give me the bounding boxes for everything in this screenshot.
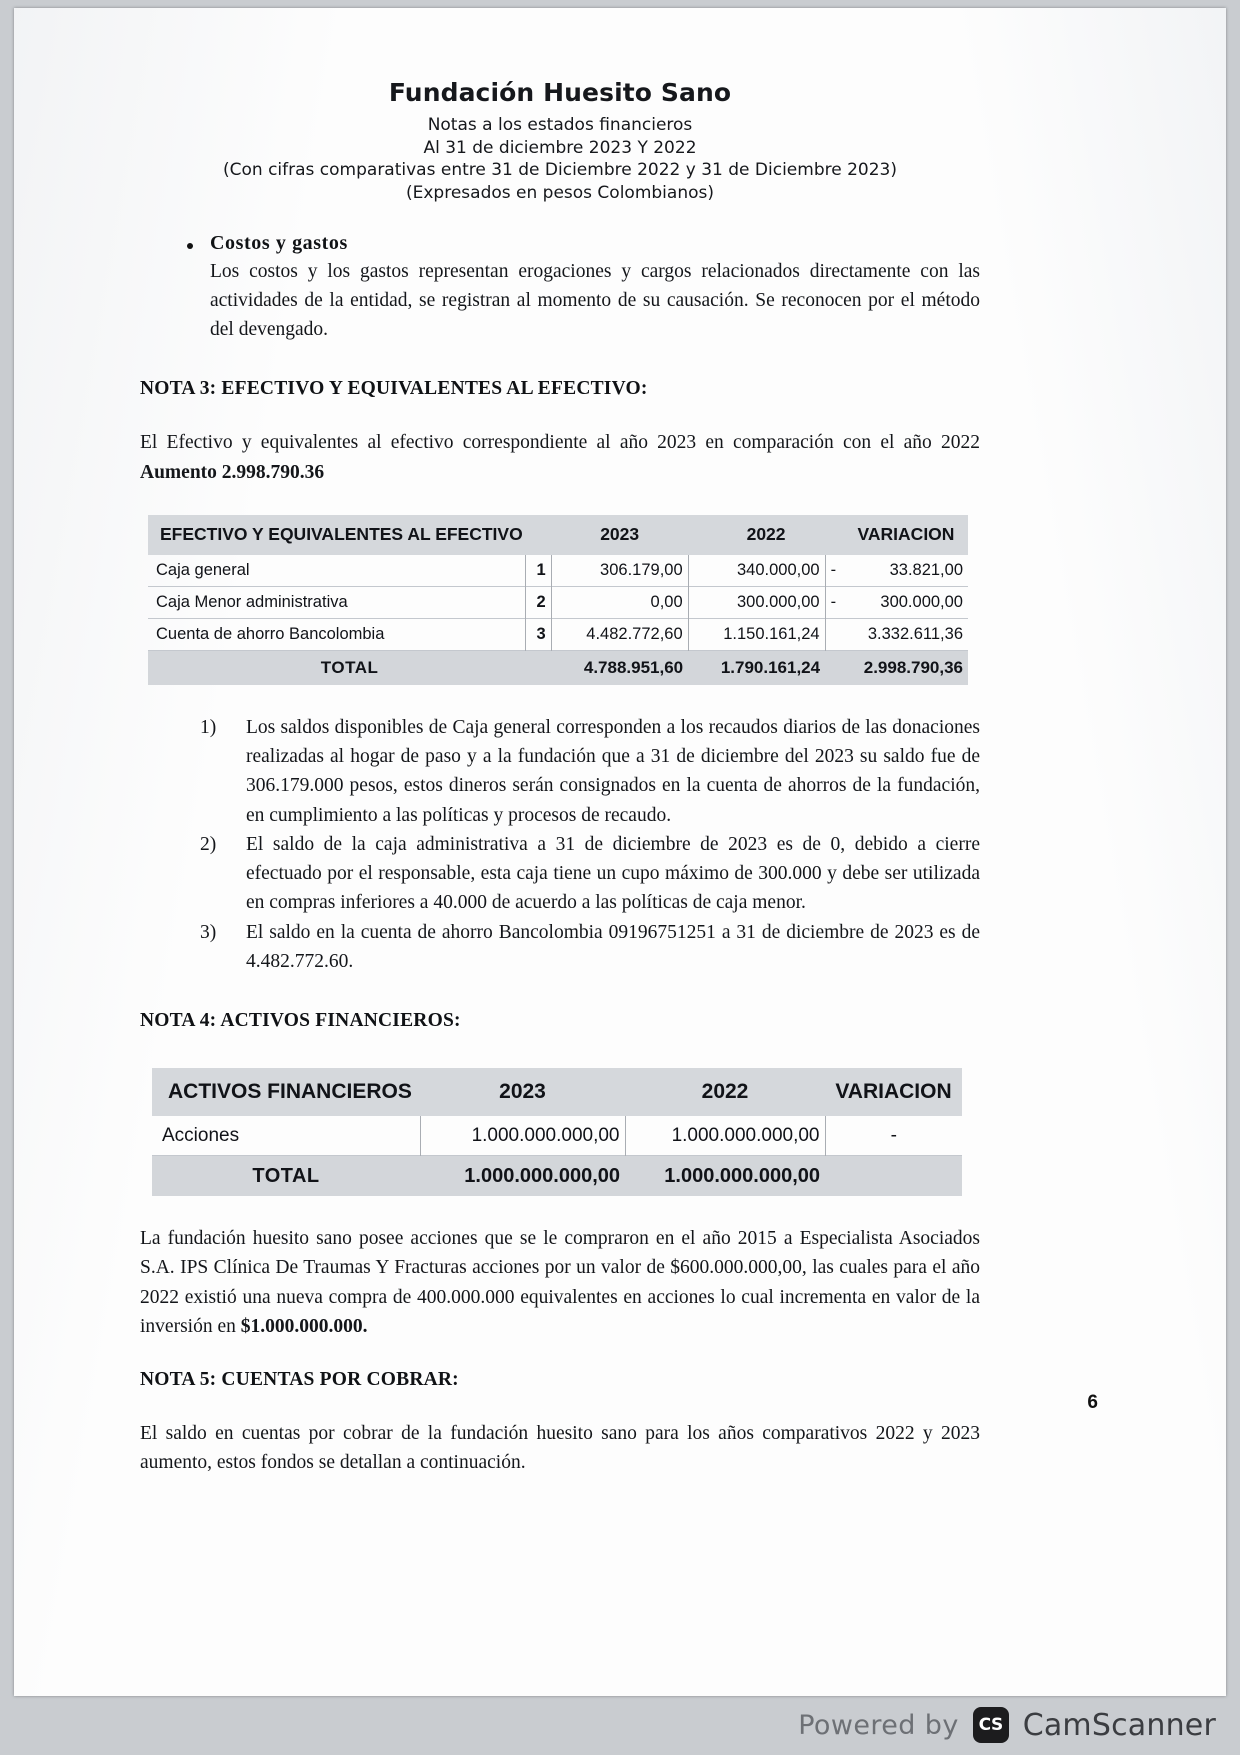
table-row [152,1116,962,1156]
col-header-variacion: VARIACION [825,1068,962,1116]
row-sign: - [825,555,844,587]
nota5-title: NOTA 5: CUENTAS POR COBRAR: [140,1369,459,1391]
table-row [148,555,968,587]
powered-by-label: Powered by [798,1709,959,1741]
nota3-intro [140,428,980,487]
nota3-intro-text: El Efectivo y equivalentes al efectivo correspondiente al año 2023 en comparación con el año 2022 [140,432,980,454]
row-index: 1 [526,555,552,587]
col-header-2022: 2022 [688,515,844,555]
document-header [140,78,980,204]
row-value-2022: 1.150.161,24 [688,618,825,650]
bullet-dot-icon [187,243,193,249]
table-efectivo-y-equivalentes [148,515,968,685]
total-label: TOTAL [148,650,551,685]
row-value-2022: 300.000,00 [688,586,825,618]
total-value-variacion [825,1156,962,1197]
list-item: El saldo de la caja administrativa a 31 de diciembre de 2023 es de 0, debido a cierre efectuado por el responsable, esta caja tiene un cupo máximo de 300.000 y debe ser utilizada en compras inferiores a 40.000 de acuerdo a las políticas de caja menor. [246,833,980,914]
row-value-2022: 1.000.000.000,00 [625,1116,825,1156]
document-subtitle-1: Notas a los estados financieros [427,115,693,135]
document-subtitle-4: (Expresados en pesos Colombianos) [406,182,714,203]
row-value-2023: 0,00 [551,586,688,618]
row-value-variacion: 300.000,00 [880,592,963,611]
col-header-2023: 2023 [551,515,688,555]
total-value-2022: 1.790.161,24 [688,650,825,685]
total-value-2022: 1.000.000.000,00 [625,1156,825,1197]
total-sign [825,650,844,685]
row-sign: - [825,586,844,618]
bullet-paragraph: Los costos y los gastos representan erogaciones y cargos relacionados directamente con las actividades de la entidad, se registran al momento de su causación. Se reconocen por el método del devengado. [210,261,980,340]
table-activos-wrapper [140,1068,980,1196]
row-value-variacion: 33.821,00 [889,560,963,579]
col-header-concept: EFECTIVO Y EQUIVALENTES AL EFECTIVO [148,515,551,555]
row-value-2023: 4.482.772,60 [551,618,688,650]
bullet-heading: Costos y gastos [210,232,348,255]
nota4-paragraph [140,1224,980,1341]
table-activos-financieros [152,1068,962,1196]
document-subtitle-3: (Con cifras comparativas entre 31 de Diciembre 2022 y 31 de Diciembre 2023) [223,160,897,181]
row-label: Caja general [156,560,250,579]
nota4-paragraph-text: La fundación huesito sano posee acciones que se le compraron en el año 2015 a Especialista Asociados S.A. IPS Clínica De Traumas Y Fracturas acciones por un valor de $600.000.000,00, las cuales para el año 2022 existió una nueva compra de 400.000.000 equivalentes en acciones lo cual incrementa en valor de la inversión en [140,1228,980,1337]
row-sign [825,618,844,650]
total-value-2023: 4.788.951,60 [551,650,688,685]
row-value-variacion: - [825,1116,962,1156]
row-value-variacion: 3.332.611,36 [867,624,963,643]
section-costos-y-gastos [140,232,980,344]
list-item: Los saldos disponibles de Caja general corresponden a los recaudos diarios de las donaciones realizadas al hogar de paso y a la fundación que a 31 de diciembre del 2023 su saldo fue de 306.179.000 pesos, estos dineros serán consignados en la cuenta de ahorros de la fundación, en cumplimiento a las políticas y procesos de recaudo. [246,716,980,826]
nota4-paragraph-highlight: $1.000.000.000. [240,1315,368,1337]
col-header-2023: 2023 [420,1068,625,1116]
row-label: Caja Menor administrativa [156,592,348,611]
row-value-2022: 340.000,00 [688,555,825,587]
table-row [148,586,968,618]
document-subtitle-2: Al 31 de diciembre 2023 Y 2022 [423,137,697,158]
col-header-concept: ACTIVOS FINANCIEROS [152,1068,420,1116]
nota4-title: NOTA 4: ACTIVOS FINANCIEROS: [140,1010,461,1032]
table-efectivo-wrapper [140,515,980,685]
camscanner-logo-icon: CS [973,1707,1009,1743]
document-content [140,78,980,1478]
total-label: TOTAL [152,1156,420,1197]
total-value-2023: 1.000.000.000,00 [420,1156,625,1197]
row-value-2023: 306.179,00 [551,555,688,587]
list-item: El saldo en la cuenta de ahorro Bancolombia 09196751251 a 31 de diciembre de 2023 es de 4.482.772.60. [246,921,980,972]
table-efectivo-header-row [148,515,968,555]
nota5-paragraph: El saldo en cuentas por cobrar de la fundación huesito sano para los años comparativos 2022 y 2023 aumento, estos fondos se detallan a continuación. [140,1423,980,1474]
nota3-intro-highlight: Aumento 2.998.790.36 [140,461,325,483]
page-title: Fundación Huesito Sano [388,78,732,107]
scan-sheet [14,8,1226,1696]
table-activos-header-row [152,1068,962,1116]
nota3-numbered-list [140,713,980,976]
nota3-title: NOTA 3: EFECTIVO Y EQUIVALENTES AL EFECTIVO: [140,378,648,400]
row-index: 3 [526,618,552,650]
table-row [148,618,968,650]
row-index: 2 [526,586,552,618]
row-label: Cuenta de ahorro Bancolombia [156,624,385,643]
page-number: 6 [1087,1392,1098,1413]
total-value-variacion: 2.998.790,36 [844,650,968,685]
camscanner-footer [0,1695,1240,1755]
row-value-2023: 1.000.000.000,00 [420,1116,625,1156]
col-header-2022: 2022 [625,1068,825,1116]
table-total-row [152,1156,962,1197]
row-label: Acciones [162,1124,240,1146]
table-total-row [148,650,968,685]
col-header-variacion: VARIACION [844,515,968,555]
camscanner-brand: CamScanner [1022,1707,1216,1743]
